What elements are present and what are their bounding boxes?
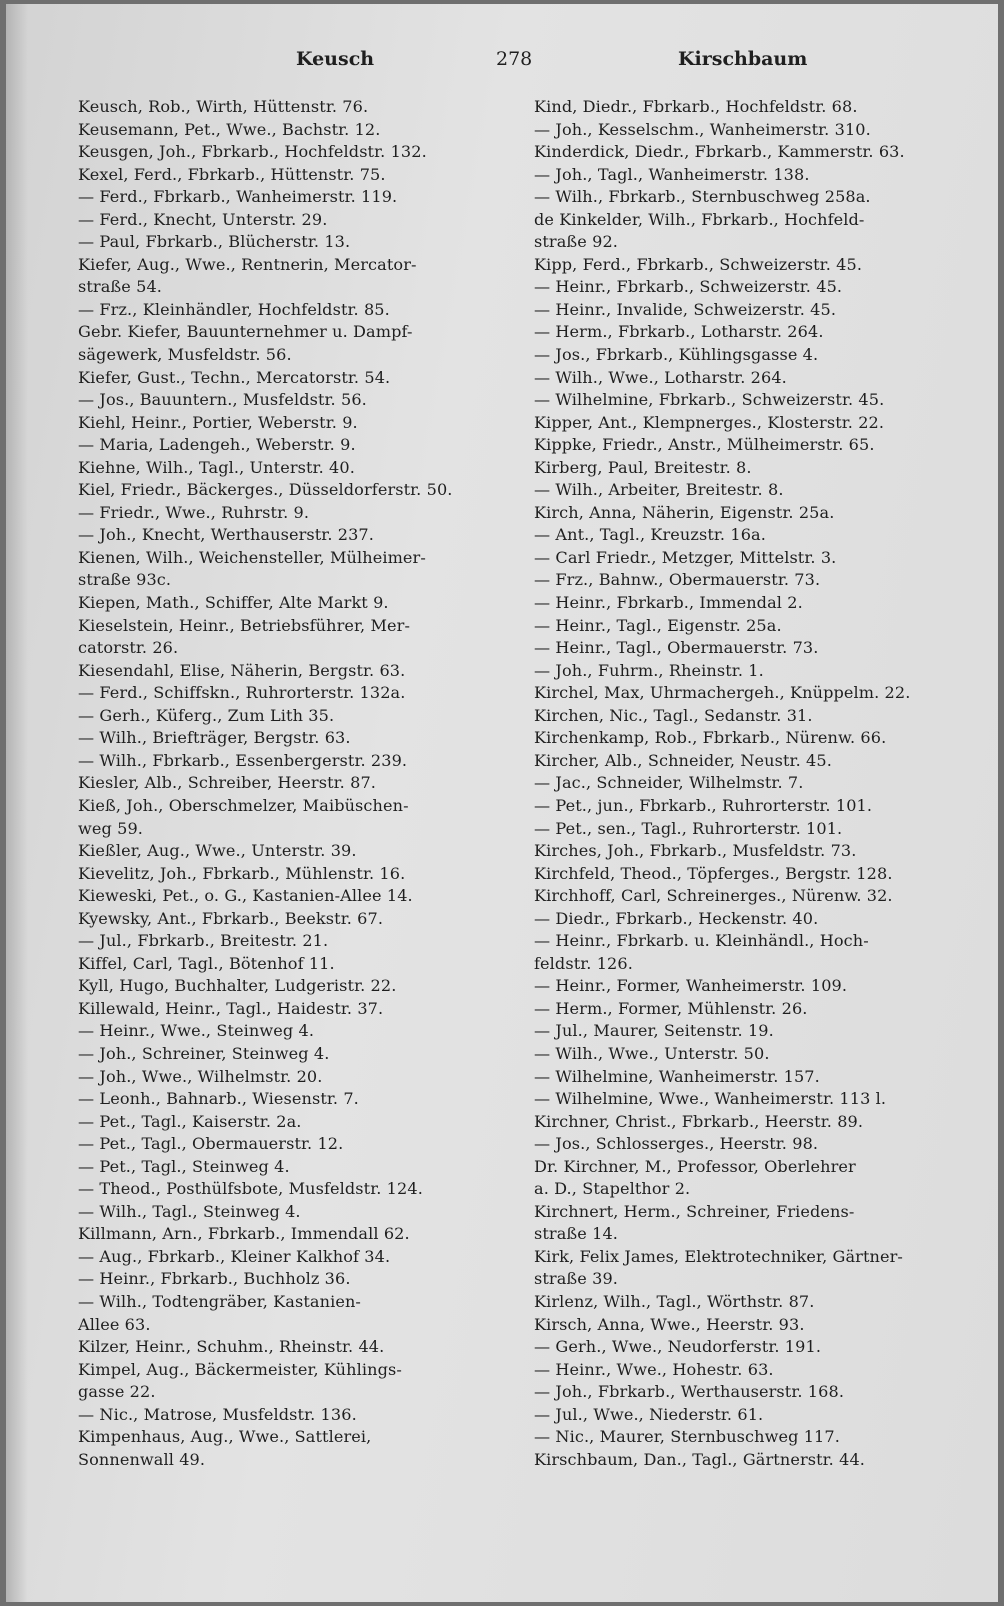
directory-entry: — Pet., sen., Tagl., Ruhrorterstr. 101.	[534, 818, 843, 838]
directory-entry: — Paul, Fbrkarb., Blücherstr. 13.	[78, 232, 351, 252]
directory-entry: Kieselstein, Heinr., Betriebsführer, Mer-	[78, 615, 411, 635]
right-column	[534, 96, 974, 1471]
directory-entry: — Heinr., Fbrkarb., Immendal 2.	[534, 593, 803, 613]
directory-entry: de Kinkelder, Wilh., Fbrkarb., Hochfeld-	[534, 209, 865, 229]
directory-entry: — Jac., Schneider, Wilhelmstr. 7.	[534, 773, 804, 793]
header-first-entry: Keusch	[296, 48, 375, 70]
directory-entry: — Jos., Fbrkarb., Kühlingsgasse 4.	[534, 345, 819, 365]
directory-entry: Kiel, Friedr., Bäckerges., Düsseldorferstr. 50.	[78, 480, 453, 500]
directory-entry: Kind, Diedr., Fbrkarb., Hochfeldstr. 68.	[534, 97, 858, 116]
directory-entry: Kipp, Ferd., Fbrkarb., Schweizerstr. 45.	[534, 254, 863, 274]
directory-entry: Kilzer, Heinr., Schuhm., Rheinstr. 44.	[78, 1337, 385, 1357]
directory-entry: — Friedr., Wwe., Ruhrstr. 9.	[78, 502, 310, 522]
directory-entry: — Theod., Posthülfsbote, Musfeldstr. 124.	[78, 1179, 423, 1199]
directory-entry: Kiffel, Carl, Tagl., Bötenhof 11.	[78, 953, 335, 973]
directory-entry: Kirchner, Christ., Fbrkarb., Heerstr. 89.	[534, 1111, 864, 1131]
directory-entry: straße 54.	[78, 277, 162, 297]
directory-entry: Kimpel, Aug., Bäckermeister, Kühlings-	[78, 1359, 402, 1379]
directory-entry: catorstr. 26.	[78, 638, 179, 658]
directory-entry: Kirberg, Paul, Breitestr. 8.	[534, 457, 752, 477]
directory-entry: Kiehl, Heinr., Portier, Weberstr. 9.	[78, 412, 358, 432]
directory-entry: — Ant., Tagl., Kreuzstr. 16a.	[534, 525, 766, 545]
directory-entry: — Wilh., Wwe., Unterstr. 50.	[534, 1043, 770, 1063]
directory-entry: — Joh., Fbrkarb., Werthauserstr. 168.	[534, 1382, 845, 1402]
directory-entry: Kyll, Hugo, Buchhalter, Ludgeristr. 22.	[78, 976, 397, 996]
directory-entry: — Gerh., Wwe., Neudorferstr. 191.	[534, 1337, 822, 1357]
directory-entry: Kiefer, Aug., Wwe., Rentnerin, Mercator-	[78, 254, 417, 274]
directory-entry: — Pet., Tagl., Obermauerstr. 12.	[78, 1134, 344, 1154]
directory-entry: Gebr. Kiefer, Bauunternehmer u. Dampf-	[78, 322, 413, 342]
directory-entry: — Heinr., Fbrkarb., Buchholz 36.	[78, 1269, 351, 1289]
directory-entry: — Joh., Fuhrm., Rheinstr. 1.	[534, 660, 764, 680]
directory-entry: — Heinr., Wwe., Steinweg 4.	[78, 1021, 315, 1041]
directory-entry: Kinderdick, Diedr., Fbrkarb., Kammerstr. 63.	[534, 142, 905, 162]
directory-entry: Killewald, Heinr., Tagl., Haidestr. 37.	[78, 998, 384, 1018]
directory-entry: — Jul., Fbrkarb., Breitestr. 21.	[78, 931, 329, 951]
directory-entry: — Heinr., Tagl., Obermauerstr. 73.	[534, 638, 819, 658]
directory-entry: — Diedr., Fbrkarb., Heckenstr. 40.	[534, 908, 819, 928]
directory-entry: — Heinr., Invalide, Schweizerstr. 45.	[534, 299, 837, 319]
directory-entry: — Wilhelmine, Fbrkarb., Schweizerstr. 45.	[534, 390, 885, 410]
page-header	[66, 48, 978, 78]
directory-entry: — Wilhelmine, Wwe., Wanheimerstr. 113 l.	[534, 1089, 887, 1109]
directory-entry: — Ferd., Knecht, Unterstr. 29.	[78, 209, 328, 229]
directory-entry: Kiesler, Alb., Schreiber, Heerstr. 87.	[78, 773, 377, 793]
directory-entry: — Gerh., Küferg., Zum Lith 35.	[78, 705, 335, 725]
directory-entry: Kiehne, Wilh., Tagl., Unterstr. 40.	[78, 457, 355, 477]
directory-entry: — Wilh., Arbeiter, Breitestr. 8.	[534, 480, 784, 500]
directory-entry: — Joh., Schreiner, Steinweg 4.	[78, 1043, 330, 1063]
directory-entry: straße 14.	[534, 1224, 618, 1244]
directory-entry: — Jul., Wwe., Niederstr. 61.	[534, 1404, 764, 1424]
directory-entry: — Herm., Former, Mühlenstr. 26.	[534, 998, 808, 1018]
directory-entry: — Frz., Kleinhändler, Hochfeldstr. 85.	[78, 299, 390, 319]
directory-entry: Kirch, Anna, Näherin, Eigenstr. 25a.	[534, 502, 835, 522]
directory-entry: Kieweski, Pet., o. G., Kastanien-Allee 14.	[78, 886, 413, 906]
directory-entry: — Heinr., Fbrkarb. u. Kleinhändl., Hoch-	[534, 931, 869, 951]
directory-entry: Kiesendahl, Elise, Näherin, Bergstr. 63.	[78, 660, 406, 680]
directory-entry: Kirchen, Nic., Tagl., Sedanstr. 31.	[534, 705, 813, 725]
directory-entry: — Joh., Kesselschm., Wanheimerstr. 310.	[534, 119, 871, 139]
directory-entry: — Pet., Tagl., Kaiserstr. 2a.	[78, 1111, 302, 1131]
directory-entry: — Wilh., Tagl., Steinweg 4.	[78, 1201, 301, 1221]
directory-entry: — Maria, Ladengeh., Weberstr. 9.	[78, 435, 356, 455]
directory-entry: Kiepen, Math., Schiffer, Alte Markt 9.	[78, 593, 389, 613]
directory-entry: — Wilh., Fbrkarb., Sternbuschweg 258a.	[534, 187, 871, 207]
directory-entry: — Heinr., Fbrkarb., Schweizerstr. 45.	[534, 277, 843, 297]
directory-entry: — Herm., Fbrkarb., Lotharstr. 264.	[534, 322, 824, 342]
directory-entry: — Nic., Matrose, Musfeldstr. 136.	[78, 1404, 357, 1424]
directory-entry: — Pet., Tagl., Steinweg 4.	[78, 1156, 290, 1176]
directory-entry: Kievelitz, Joh., Fbrkarb., Mühlenstr. 16.	[78, 863, 406, 883]
directory-entry: — Jul., Maurer, Seitenstr. 19.	[534, 1021, 774, 1041]
directory-entry: — Wilh., Fbrkarb., Essenbergerstr. 239.	[78, 750, 408, 770]
directory-entry: Kirchfeld, Theod., Töpferges., Bergstr. 128.	[534, 863, 893, 883]
directory-entry: Kippke, Friedr., Anstr., Mülheimerstr. 65.	[534, 435, 875, 455]
left-column	[78, 96, 508, 1471]
directory-page	[6, 4, 998, 1602]
page-number: 278	[496, 48, 533, 70]
directory-entry: Kirchenkamp, Rob., Fbrkarb., Nürenw. 66.	[534, 728, 887, 748]
directory-entry: Keusch, Rob., Wirth, Hüttenstr. 76.	[78, 97, 369, 116]
directory-entry: — Leonh., Bahnarb., Wiesenstr. 7.	[78, 1089, 359, 1109]
directory-entry: Sonnenwall 49.	[78, 1449, 206, 1469]
directory-entry: straße 93c.	[78, 570, 172, 590]
directory-entry: — Joh., Tagl., Wanheimerstr. 138.	[534, 164, 810, 184]
directory-entry: gasse 22.	[78, 1382, 156, 1402]
directory-entry: Allee 63.	[78, 1314, 151, 1334]
directory-entry: Keusgen, Joh., Fbrkarb., Hochfeldstr. 132.	[78, 142, 427, 162]
directory-entry: — Ferd., Schiffskn., Ruhrorterstr. 132a.	[78, 683, 406, 703]
directory-entry: Kienen, Wilh., Weichensteller, Mülheimer-	[78, 547, 426, 567]
directory-entry: — Frz., Bahnw., Obermauerstr. 73.	[534, 570, 821, 590]
directory-entry: weg 59.	[78, 818, 144, 838]
directory-entry: — Wilh., Wwe., Lotharstr. 264.	[534, 367, 787, 387]
directory-entry: Kirsch, Anna, Wwe., Heerstr. 93.	[534, 1314, 805, 1334]
directory-entry: feldstr. 126.	[534, 953, 633, 973]
directory-entry: Kircher, Alb., Schneider, Neustr. 45.	[534, 750, 832, 770]
directory-entry: Kirchhoff, Carl, Schreinerges., Nürenw. 32.	[534, 886, 893, 906]
directory-entry: — Wilh., Todtengräber, Kastanien-	[78, 1291, 361, 1311]
directory-entry: — Jos., Schlosserges., Heerstr. 98.	[534, 1134, 819, 1154]
directory-entry: Kyewsky, Ant., Fbrkarb., Beekstr. 67.	[78, 908, 384, 928]
directory-entry: Kirk, Felix James, Elektrotechniker, Gärtner-	[534, 1246, 903, 1266]
directory-entry: Kimpenhaus, Aug., Wwe., Sattlerei,	[78, 1427, 372, 1447]
directory-entry: Kießler, Aug., Wwe., Unterstr. 39.	[78, 841, 357, 861]
directory-entry: Killmann, Arn., Fbrkarb., Immendall 62.	[78, 1224, 410, 1244]
directory-entry: a. D., Stapelthor 2.	[534, 1179, 691, 1199]
directory-entry: Keusemann, Pet., Wwe., Bachstr. 12.	[78, 119, 381, 139]
directory-entry: — Wilh., Briefträger, Bergstr. 63.	[78, 728, 351, 748]
directory-entry: straße 92.	[534, 232, 618, 252]
directory-entry: Kieß, Joh., Oberschmelzer, Maibüschen-	[78, 795, 409, 815]
directory-entry: — Aug., Fbrkarb., Kleiner Kalkhof 34.	[78, 1246, 391, 1266]
directory-entry: Kirlenz, Wilh., Tagl., Wörthstr. 87.	[534, 1291, 815, 1311]
directory-entry: — Heinr., Tagl., Eigenstr. 25a.	[534, 615, 782, 635]
header-last-entry: Kirschbaum	[678, 48, 808, 70]
directory-entry: — Ferd., Fbrkarb., Wanheimerstr. 119.	[78, 187, 398, 207]
directory-entry: Kirchnert, Herm., Schreiner, Friedens-	[534, 1201, 855, 1221]
directory-entry: straße 39.	[534, 1269, 618, 1289]
directory-entry: — Joh., Knecht, Werthauserstr. 237.	[78, 525, 374, 545]
directory-entry: — Wilhelmine, Wanheimerstr. 157.	[534, 1066, 820, 1086]
directory-entry: sägewerk, Musfeldstr. 56.	[78, 345, 292, 365]
directory-entry: — Jos., Bauuntern., Musfeldstr. 56.	[78, 390, 367, 410]
directory-entry: Kexel, Ferd., Fbrkarb., Hüttenstr. 75.	[78, 164, 386, 184]
directory-entry: — Pet., jun., Fbrkarb., Ruhrorterstr. 101.	[534, 795, 873, 815]
directory-entry: Kirches, Joh., Fbrkarb., Musfeldstr. 73.	[534, 841, 857, 861]
directory-entry: — Joh., Wwe., Wilhelmstr. 20.	[78, 1066, 323, 1086]
directory-entry: Kirschbaum, Dan., Tagl., Gärtnerstr. 44.	[534, 1449, 866, 1469]
directory-entry: — Nic., Maurer, Sternbuschweg 117.	[534, 1427, 840, 1447]
directory-entry: Kirchel, Max, Uhrmachergeh., Knüppelm. 22.	[534, 683, 911, 703]
directory-entry: Kiefer, Gust., Techn., Mercatorstr. 54.	[78, 367, 391, 387]
directory-entry: — Heinr., Former, Wanheimerstr. 109.	[534, 976, 848, 996]
directory-entry: — Carl Friedr., Metzger, Mittelstr. 3.	[534, 547, 837, 567]
directory-entry: Dr. Kirchner, M., Professor, Oberlehrer	[534, 1156, 856, 1176]
directory-entry: — Heinr., Wwe., Hohestr. 63.	[534, 1359, 774, 1379]
directory-entry: Kipper, Ant., Klempnerges., Klosterstr. 22.	[534, 412, 885, 432]
